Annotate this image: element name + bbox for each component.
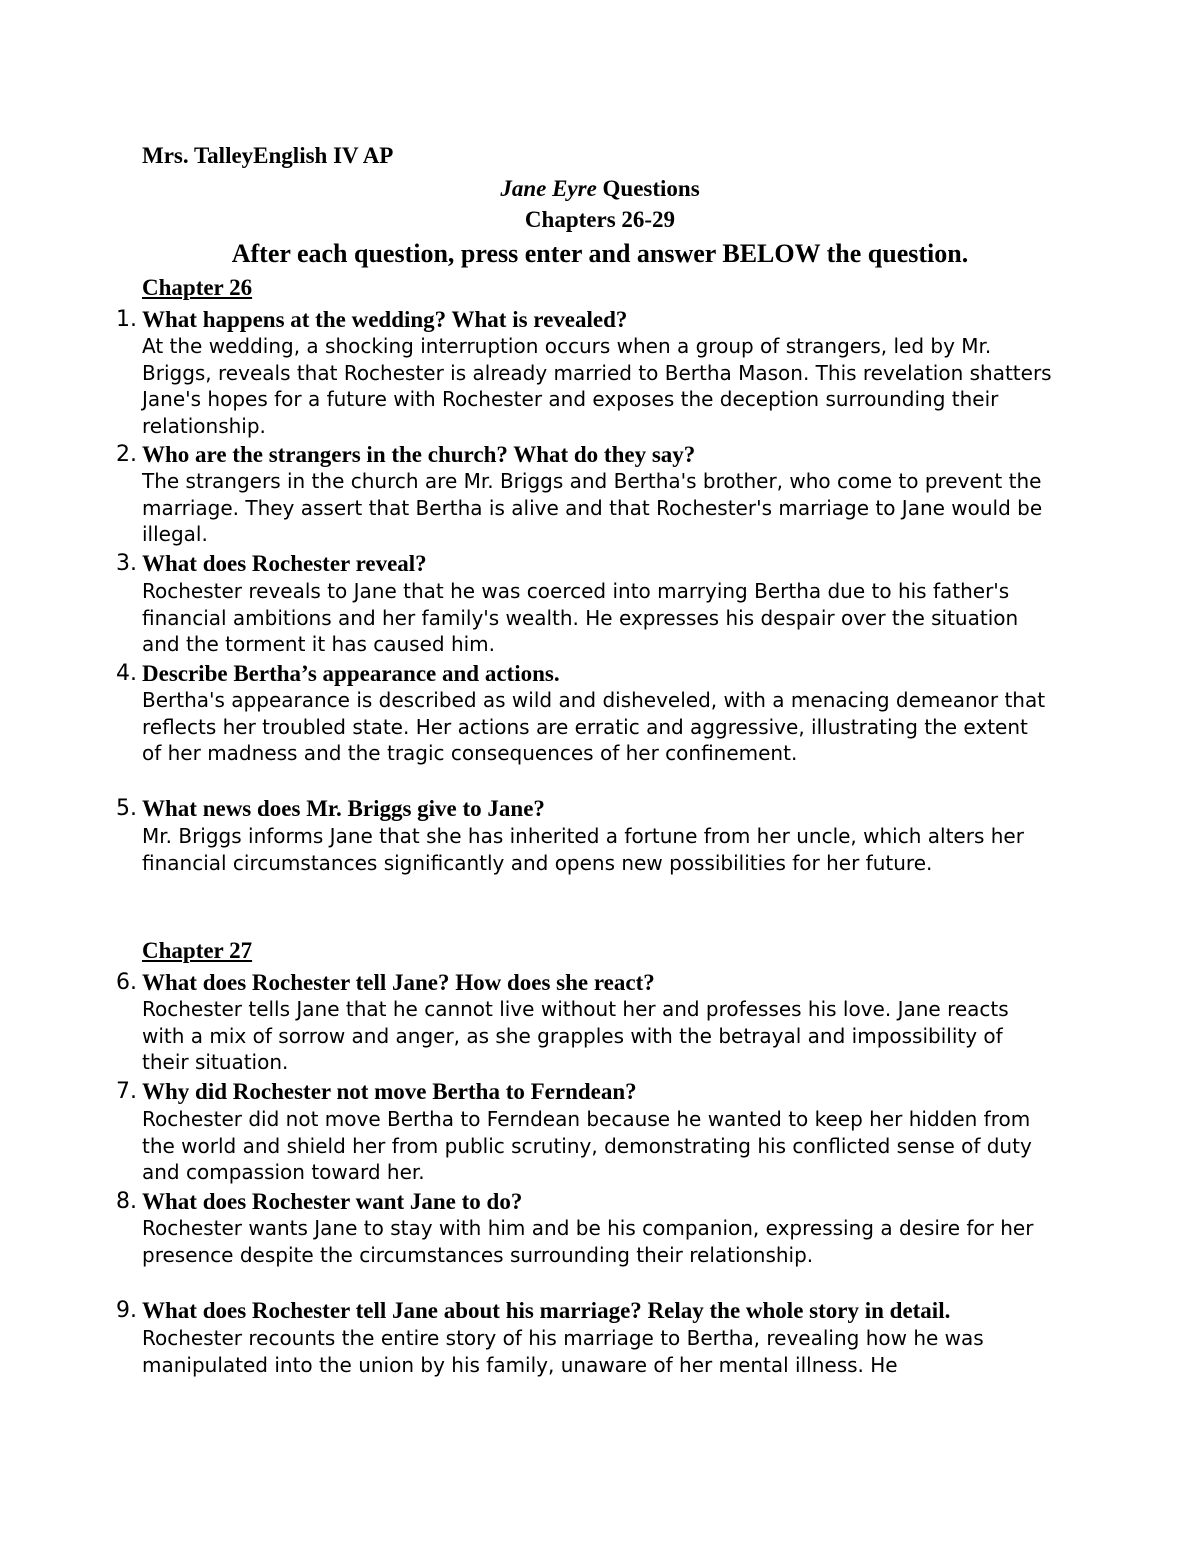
title-suffix: Questions [596,176,700,201]
answer-text: Rochester did not move Bertha to Ferndean because he wanted to keep her hidden from the world and shield her from public scrutiny, demonstrating his conflicted sense of duty and compassion toward her. [142,1107,1032,1184]
question-number: 6. [116,970,137,995]
question-text: What does Rochester tell Jane about his marriage? Relay the whole story in detail. [142,1298,951,1323]
answer-text: Mr. Briggs informs Jane that she has inherited a fortune from her uncle, which alters her financial circumstances significantly and opens new possibilities for her future. [142,824,1024,875]
question-text: Who are the strangers in the church? What do they say? [142,442,696,467]
question-text: What news does Mr. Briggs give to Jane? [142,796,545,821]
question-number: 3. [116,551,137,576]
question-number: 5. [116,796,137,821]
chapter-heading: Chapter 26 [142,275,253,300]
question-text: Why did Rochester not move Bertha to Ferndean? [142,1079,637,1104]
question-number: 1. [116,307,137,332]
question-text: What does Rochester tell Jane? How does she react? [142,970,655,995]
question-number: 4. [116,661,137,686]
question-number: 7. [116,1079,137,1104]
book-title: Jane Eyre [500,176,597,201]
document-title [0,176,1200,202]
question-text: What does Rochester reveal? [142,551,427,576]
chapter-heading: Chapter 27 [142,938,253,963]
teacher-course-line: Mrs. TalleyEnglish IV AP [142,143,394,168]
answer-text: Bertha's appearance is described as wild and disheveled, with a menacing demeanor that reflects her troubled state. Her actions are erratic and aggressive, illustrating the extent of her madness and the tragic consequences of her confinement. [142,688,1046,765]
question-number: 8. [116,1189,137,1214]
question-text: Describe Bertha’s appearance and actions. [142,661,560,686]
answer-text: Rochester recounts the entire story of his marriage to Bertha, revealing how he was manipulated into the union by his family, unaware of her mental illness. He [142,1326,984,1377]
instruction-text: After each question, press enter and answer BELOW the question. [231,239,969,268]
answer-text: Rochester tells Jane that he cannot live without her and professes his love. Jane reacts with a mix of sorrow and anger, as she grapples with the betrayal and impossibility of their situation. [142,997,1009,1074]
answer-text: Rochester wants Jane to stay with him and be his companion, expressing a desire for her presence despite the circumstances surrounding their relationship. [142,1216,1034,1267]
question-number: 2. [116,442,137,467]
answer-text: The strangers in the church are Mr. Briggs and Bertha's brother, who come to prevent the marriage. They assert that Bertha is alive and that Rochester's marriage to Jane would be illegal. [142,469,1043,546]
question-number: 9. [116,1298,137,1323]
chapters-range: Chapters 26-29 [524,207,676,232]
answer-text: At the wedding, a shocking interruption occurs when a group of strangers, led by Mr. Briggs, reveals that Rochester is already married to Bertha Mason. This revelation shatters Jane's hopes for a future with Rochester and exposes the deception surrounding their relationship. [142,334,1052,438]
question-text: What happens at the wedding? What is revealed? [142,307,628,332]
answer-text: Rochester reveals to Jane that he was coerced into marrying Bertha due to his father's financial ambitions and her family's wealth. He expresses his despair over the situation and the torment it has caused him. [142,579,1019,656]
question-text: What does Rochester want Jane to do? [142,1189,523,1214]
